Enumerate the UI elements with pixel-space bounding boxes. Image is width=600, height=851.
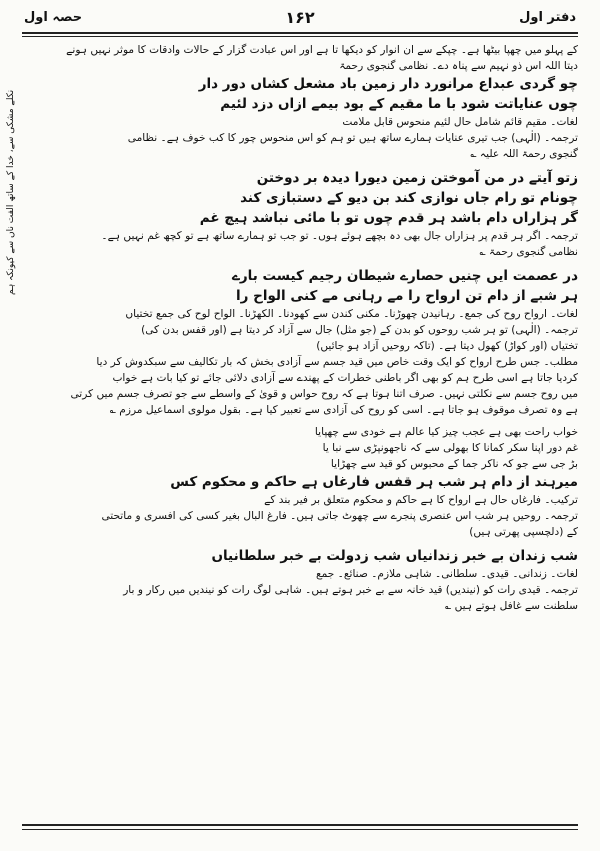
translation-line: ترجمہ۔ روحیں ہر شب اس عنصری پنجرے سے چھوٹ جاتی ہیں۔ فارغ البال بغیر کسی کی افسری و ماتحتی <box>101 510 578 522</box>
verse-line: چو گردی عبداع مرانورد دار زمین باد مشعل کشاں دور دار <box>198 76 578 92</box>
commentary-line: مطلب۔ جس طرح ارواح کو ایک وقت خاص میں قید جسم سے آزادی بخش کہ بار تکالیف سے سبکدوش کر دیا <box>96 356 578 368</box>
verse-line: ہر شبے از دام تن ارواح را مے رہانی مے کنی الواح را <box>236 288 578 304</box>
prose-line: کردیا جاتا ہے اسی طرح ہم کو بھی اگر باطنی خطرات کے پھندے سے آزادی دلائی جائے تو کیا بات ہے خواب <box>112 372 578 384</box>
verse-line: گر ہزاراں دام باشد ہر قدم چوں تو با مائی نباشد ہیچ غم <box>199 210 578 226</box>
prose-line: میں روح جسم سے نکلتی نہیں۔ صرف اتنا ہوتا ہے کہ روح حواس و قویٰ کے واسطے سے جو تصرف جسم میں کرتی <box>70 388 578 400</box>
verse-line: خواب راحت بھی ہے عجب چیز کیا عالم ہے خودی سے چھپایا <box>314 426 578 438</box>
verse-line: چوں عنایاتت شود با ما مقیم کے بود بیمے ازاں دزد لئیم <box>220 96 578 112</box>
glossary-line: لغات۔ ارواح روح کی جمع۔ رہانیدن چھوڑنا۔ مکنی کندن سے کھودنا۔ الکھڑنا۔ الواح لوح کی جمع تختیاں <box>125 308 578 320</box>
book-title: دفتر اول <box>519 10 576 25</box>
translation-line: ترجمہ۔ (الٰہی) تو ہر شب روحوں کو بدن کے (جو مثل) جال سے آزاد کر دیتا ہے (اور قفس بدن کی) <box>141 324 578 336</box>
prose-line: سلطنت سے غافل ہوتے ہیں ؎ <box>445 600 578 612</box>
translation-line: ترجمہ۔ (الٰہی) جب تیری عنایات ہمارے ساتھ ہیں تو ہم کو اس منحوس چور کا کب خوف ہے۔ نظامی <box>127 132 578 144</box>
prose-line: گنجوی رحمۃ اللہ علیہ ؎ <box>470 148 578 160</box>
page-header <box>24 8 576 30</box>
prose-line: کے (دلچسپی پھرتی ہیں) <box>469 526 578 538</box>
header-rule <box>22 32 578 34</box>
glossary-line: لغات۔ زندانی۔ قیدی۔ سلطانی۔ شاہی ملازم۔ صنائع۔ جمع <box>315 568 578 580</box>
syntax-line: ترکیب۔ فارغاں حال ہے ارواح کا ہے حاکم و محکوم متعلق بر فیر بند کے <box>264 494 578 506</box>
verse-line: غم دور اپنا سکر کمانا کا بھولی سے کہ ناجھونپڑی سے نبا یا <box>322 442 578 454</box>
margin-note: نکلے مشکی سے، خدا کے ساتھ الفت ناں سے کیونکہ ہم <box>6 90 16 296</box>
prose-line: دیتا اللہ اس ذو نہیم سے پناہ دے۔ نظامی گنجوی رحمۃ <box>339 60 578 72</box>
glossary-line: لغات۔ مقیم قائم شامل حال لئیم منحوس قابل ملامت <box>342 116 578 128</box>
verse-line: میرہند از دام ہر شب ہر قفس فارغاں ہے حاکم و محکوم کس <box>170 474 578 490</box>
header-rule-thin <box>22 36 578 37</box>
prose-line: نظامی گنجوی رحمۃ ؎ <box>479 246 578 258</box>
prose-line: ہے وہ تصرف موقوف ہو جاتا ہے۔ اسی کو روح کی آزادی سے تعبیر کیا ہے۔ بقول مولوی اسماعیل مرزم ؎ <box>109 404 578 416</box>
verse-line: چونام تو رام جاں نوازی کند بن دیو کے دستبازی کند <box>240 190 578 206</box>
page-body <box>30 42 578 821</box>
prose-line: کے پہلو میں چھپا بیٹھا ہے۔ چپکے سے ان انوار کو دیکھا تا ہے اور اس عبادت گزار کے حالات وادقات کا موثر نہیں ہونے <box>66 44 578 56</box>
footer-rule-thin <box>22 829 578 830</box>
translation-line: ترجمہ۔ قیدی رات کو (نیندیں) قید خانہ سے بے خبر ہوتے ہیں۔ شاہی لوگ رات کو نیندیں میں رکار و بار <box>123 584 578 596</box>
verse-line: شب زندان بے خبر زندانیاں شب زدولت بے خبر سلطانیاں <box>211 548 578 564</box>
page-number: ۱۶۲ <box>285 8 315 27</box>
verse-line: در عصمت ایں چنیں حصارے شیطان رجیم کیست بارے <box>231 268 578 284</box>
translation-line: ترجمہ۔ اگر ہر قدم پر ہزاراں جال بھی دہ بچھے ہوئے ہوں۔ تو جب تو ہمارے ساتھ ہے تو کچھ غم نہیں ہے۔ <box>101 230 578 242</box>
part-label: حصہ اول <box>24 10 83 25</box>
footer-rule <box>22 824 578 826</box>
verse-line: بڑ جی سے جو کہ ناکر جما کے محبوس کو قید سے چھڑایا <box>330 458 578 470</box>
verse-line: زتو آیتے در من آموختن زمین دیورا دیدہ بر دوختن <box>256 170 578 186</box>
prose-line: تختیاں (اور کواڑ) کھول دیتا ہے۔ (تاکہ روحیں آزاد ہو جائیں) <box>316 340 578 352</box>
